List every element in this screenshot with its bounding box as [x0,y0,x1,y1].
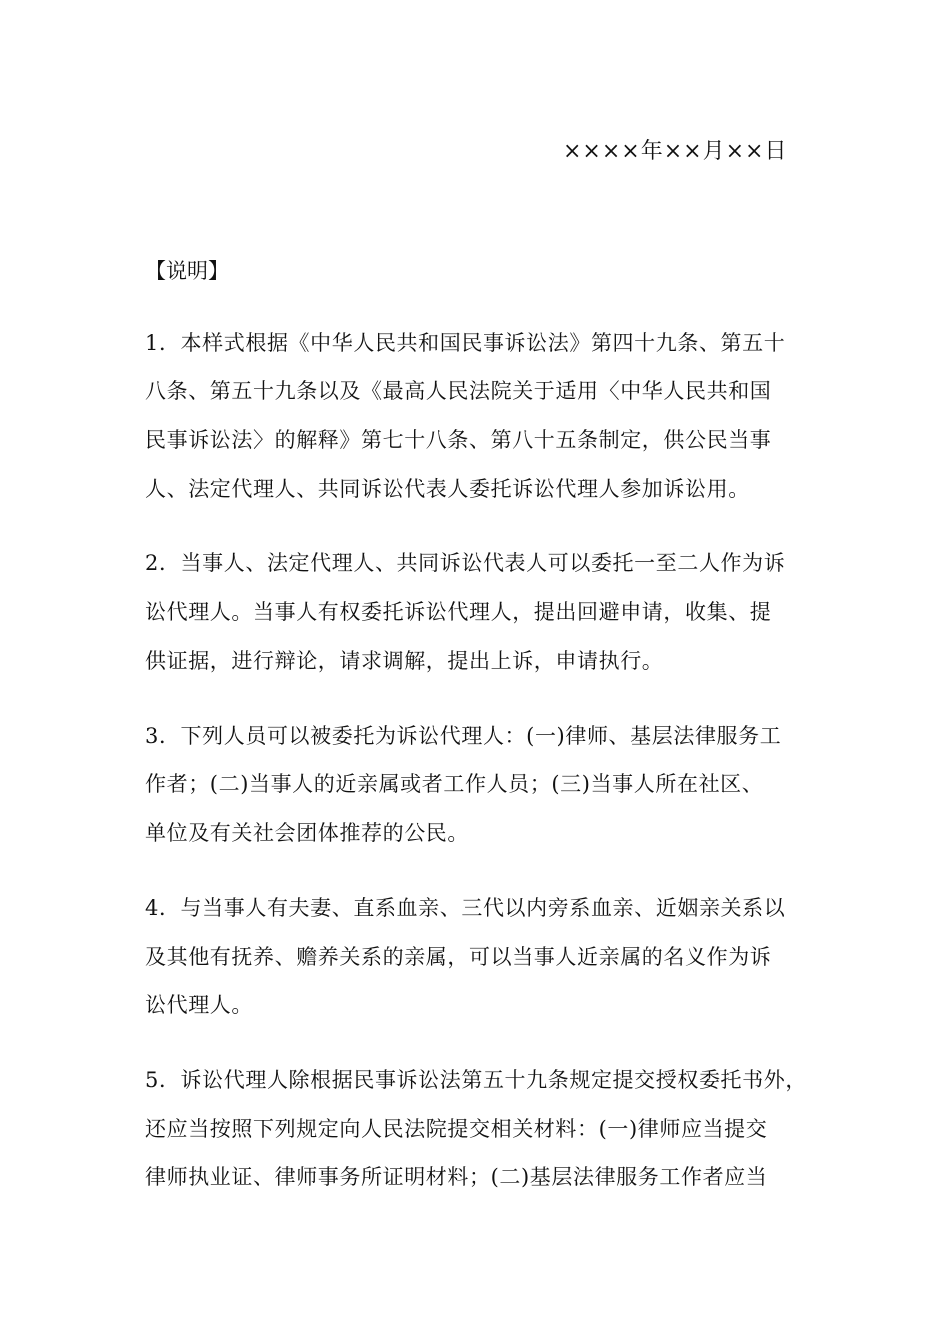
paragraph-1-line-4: 人、法定代理人、共同诉讼代表人委托诉讼代理人参加诉讼用。 [145,477,750,501]
signature-date: ××××年××月××日 [563,139,788,164]
paragraph-2-line-1: 2．当事人、法定代理人、共同诉讼代表人可以委托一至二人作为诉 [145,551,786,575]
paragraph-4-line-1: 4．与当事人有夫妻、直系血亲、三代以内旁系血亲、近姻亲关系以 [145,896,786,920]
paragraph-3-line-2: 作者；(二)当事人的近亲属或者工作人员；(三)当事人所在社区、 [145,772,764,796]
paragraph-4-line-3: 讼代理人。 [145,993,253,1017]
paragraph-3-line-3: 单位及有关社会团体推荐的公民。 [145,821,469,845]
paragraph-2-line-2: 讼代理人。当事人有权委托诉讼代理人，提出回避申请，收集、提 [145,600,772,624]
paragraph-3-line-1: 3．下列人员可以被委托为诉讼代理人：(一)律师、基层法律服务工 [145,724,782,748]
paragraph-1-line-2: 八条、第五十九条以及《最高人民法院关于适用〈中华人民共和国 [145,379,772,403]
paragraph-4-line-2: 及其他有抚养、赡养关系的亲属，可以当事人近亲属的名义作为诉 [145,945,772,969]
paragraph-1-line-3: 民事诉讼法〉的解释》第七十八条、第八十五条制定，供公民当事 [145,428,772,452]
paragraph-2-line-3: 供证据，进行辩论，请求调解，提出上诉，申请执行。 [145,649,664,673]
paragraph-5-line-2: 还应当按照下列规定向人民法院提交相关材料：(一)律师应当提交 [145,1117,768,1141]
paragraph-1-line-1: 1．本样式根据《中华人民共和国民事诉讼法》第四十九条、第五十 [145,331,786,355]
paragraph-5-line-1: 5．诉讼代理人除根据民事诉讼法第五十九条规定提交授权委托书外， [145,1068,807,1092]
paragraph-5-line-3: 律师执业证、律师事务所证明材料；(二)基层法律服务工作者应当 [145,1165,768,1189]
section-heading-explanation: 【说明】 [145,259,229,283]
